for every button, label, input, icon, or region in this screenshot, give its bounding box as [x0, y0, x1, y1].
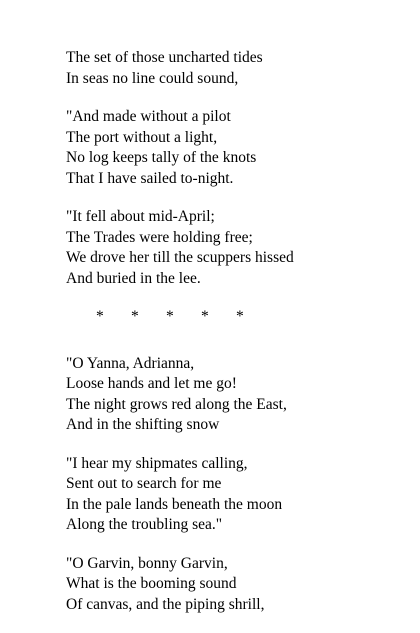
poem-line: In the pale lands beneath the moon — [66, 495, 283, 513]
poem-line: In seas no line could sound, — [66, 69, 239, 87]
stanza — [66, 207, 406, 289]
poem-line: The night grows red along the East, — [66, 395, 287, 413]
stanza — [66, 107, 406, 189]
poem-line: Sent out to search for me — [66, 475, 222, 492]
poem-line: "It fell about mid-April; — [66, 208, 215, 225]
poem-line: Of canvas, and the piping shrill, — [66, 595, 265, 613]
poem-line: "O Garvin, bonny Garvin, — [66, 554, 228, 572]
poem-line: And buried in the lee. — [66, 269, 201, 287]
poem-line: "O Yanna, Adrianna, — [66, 354, 195, 372]
separator-asterisk: * — [166, 308, 174, 325]
poem-line: No log keeps tally of the knots — [66, 149, 257, 166]
poem-line: "And made without a pilot — [66, 108, 231, 125]
poem-line: What is the booming sound — [66, 575, 237, 592]
stanza — [66, 354, 406, 436]
poem-line: The port without a light, — [66, 128, 218, 146]
poem-page — [66, 48, 406, 633]
separator-asterisk: * — [236, 308, 244, 325]
poem-line: Loose hands and let me go! — [66, 375, 237, 392]
stanza — [66, 48, 406, 89]
poem-line: The set of those uncharted tides — [66, 49, 263, 66]
section-separator — [66, 307, 406, 328]
poem-line: And in the shifting snow — [66, 416, 220, 433]
separator-asterisk: * — [96, 308, 104, 325]
stanza — [66, 454, 406, 536]
separator-asterisk: * — [131, 308, 139, 325]
poem-line: Along the troubling sea." — [66, 516, 223, 533]
poem-line: The Trades were holding free; — [66, 228, 253, 246]
poem-line: "I hear my shipmates calling, — [66, 454, 248, 472]
separator-asterisk: * — [201, 308, 209, 325]
poem-line: We drove her till the scuppers hissed — [66, 249, 294, 266]
stanza — [66, 554, 406, 616]
poem-line: That I have sailed to-night. — [66, 169, 234, 187]
